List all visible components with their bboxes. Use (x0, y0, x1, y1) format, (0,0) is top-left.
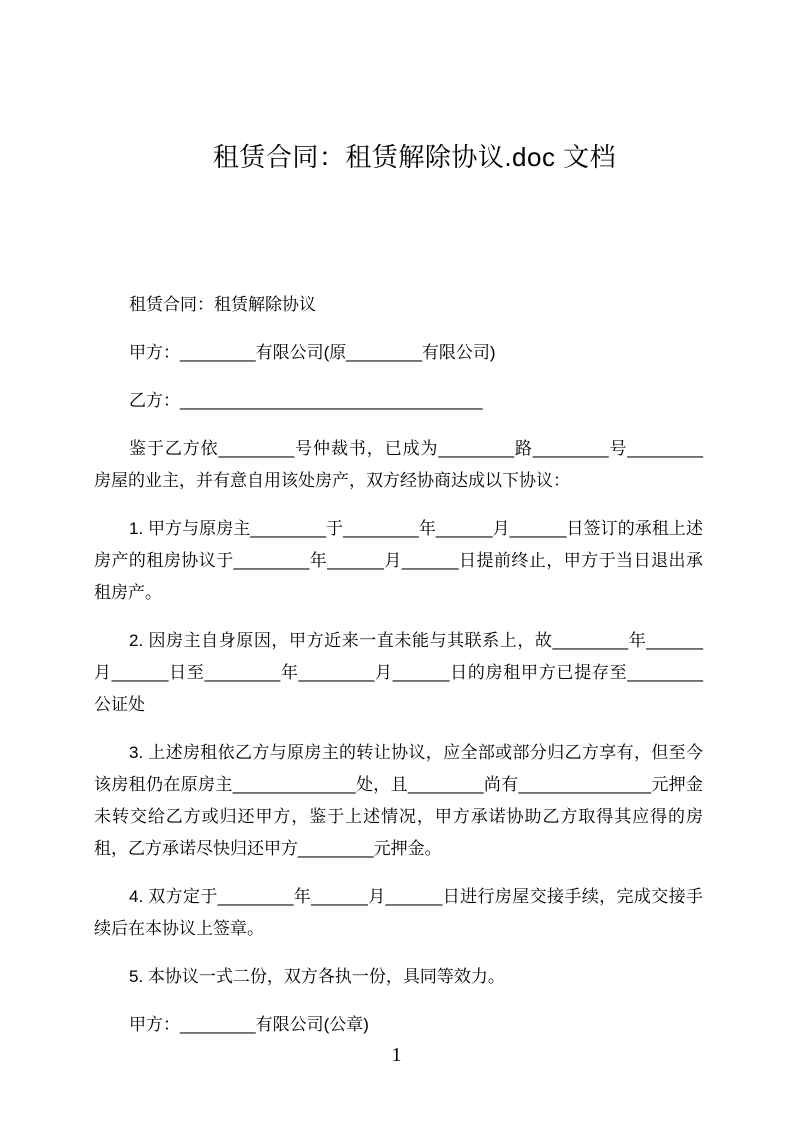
page-number: 1 (391, 1044, 402, 1066)
party-a-seal-line: 甲方：________有限公司(公章) (129, 1015, 369, 1034)
subtitle-line: 租赁合同：租赁解除协议 (129, 295, 316, 314)
clause-5: 5. 本协议一式二份，双方各执一份，具同等效力。 (129, 967, 505, 986)
preamble-paragraph: 鉴于乙方依________号仲裁书，已成为________路________号________房屋的业主，并有意自用该处房产，双方经协商达成以下协议： (94, 439, 703, 490)
document-body (94, 289, 703, 1041)
clause-2: 2. 因房主自身原因，甲方近来一直未能与其联系上，故________年______月______日至________年________月______日的房租甲方已提存至________公证处 (94, 631, 703, 714)
party-b-line: 乙方：________________________________ (129, 391, 483, 410)
clause-1: 1. 甲方与原房主________于________年______月______日签订的承租上述房产的租房协议于________年______月______日提前终止，甲方于当日退出承租房产。 (94, 519, 703, 602)
document-title: 租赁合同：租赁解除协议.doc 文档 (212, 142, 617, 172)
party-a-line: 甲方：________有限公司(原________有限公司) (129, 343, 496, 362)
clause-4: 4. 双方定于________年______月______日进行房屋交接手续，完成交接手续后在本协议上签章。 (94, 887, 703, 938)
clause-3: 3. 上述房租依乙方与原房主的转让协议，应全部或部分归乙方享有，但至今该房租仍在原房主_____________处，且________尚有______________元押金未转交给乙方或归还甲方，鉴于上述情况，甲方承诺协助乙方取得其应得的房租，乙方承诺尽快归还甲方________元押金。 (94, 743, 703, 858)
